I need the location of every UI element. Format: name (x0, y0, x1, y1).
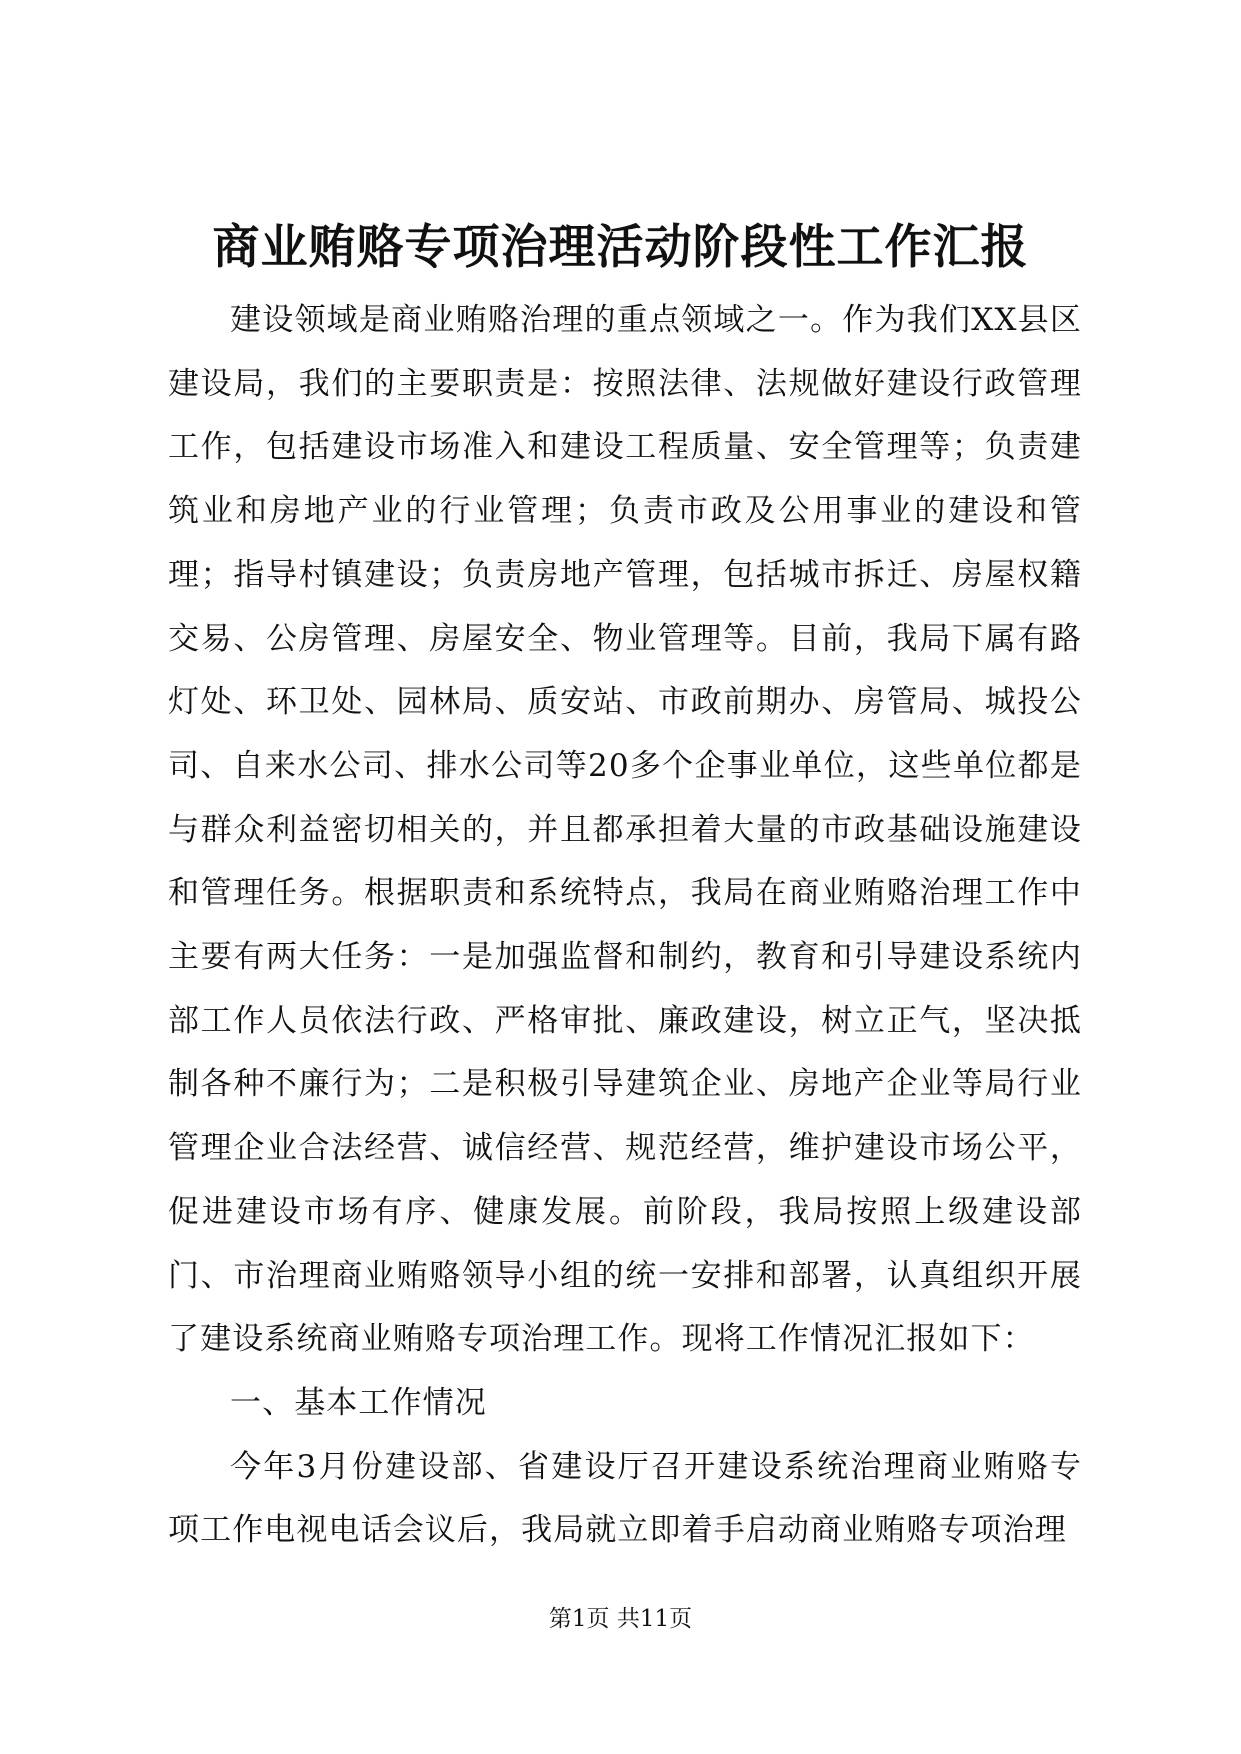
body-paragraph: 今年3月份建设部、省建设厅召开建设系统治理商业贿赂专项工作电视电话会议后，我局就立即着手启动商业贿赂专项治理 (168, 1448, 1082, 1549)
section-heading: 一、基本工作情况 (230, 1384, 487, 1421)
document-body (168, 289, 1082, 1563)
body-paragraph-intro: 建设领域是商业贿赂治理的重点领域之一。作为我们XX县区建设局，我们的主要职责是：按照法律、法规做好建设行政管理工作，包括建设市场准入和建设工程质量、安全管理等；负责建筑业和房地产业的行业管理；负责市政及公用事业的建设和管理；指导村镇建设；负责房地产管理，包括城市拆迁、房屋权籍交易、公房管理、房屋安全、物业管理等。目前，我局下属有路灯处、环卫处、园林局、质安站、市政前期办、房管局、城投公司、自来水公司、排水公司等20多个企事业单位，这些单位都是与群众利益密切相关的，并且都承担着大量的市政基础设施建设和管理任务。根据职责和系统特点，我局在商业贿赂治理工作中主要有两大任务：一是加强监督和制约，教育和引导建设系统内部工作人员依法行政、严格审批、廉政建设，树立正气，坚决抵制各种不廉行为；二是积极引导建筑企业、房地产企业等局行业管理企业合法经营、诚信经营、规范经营，维护建设市场公平，促进建设市场有序、健康发展。前阶段，我局按照上级建设部门、市治理商业贿赂领导小组的统一安排和部署，认真组织开展了建设系统商业贿赂专项治理工作。现将工作情况汇报如下： (168, 302, 1082, 1358)
document-title: 商业贿赂专项治理活动阶段性工作汇报 (212, 220, 1029, 275)
page-number: 第1页 共11页 (548, 1606, 693, 1632)
